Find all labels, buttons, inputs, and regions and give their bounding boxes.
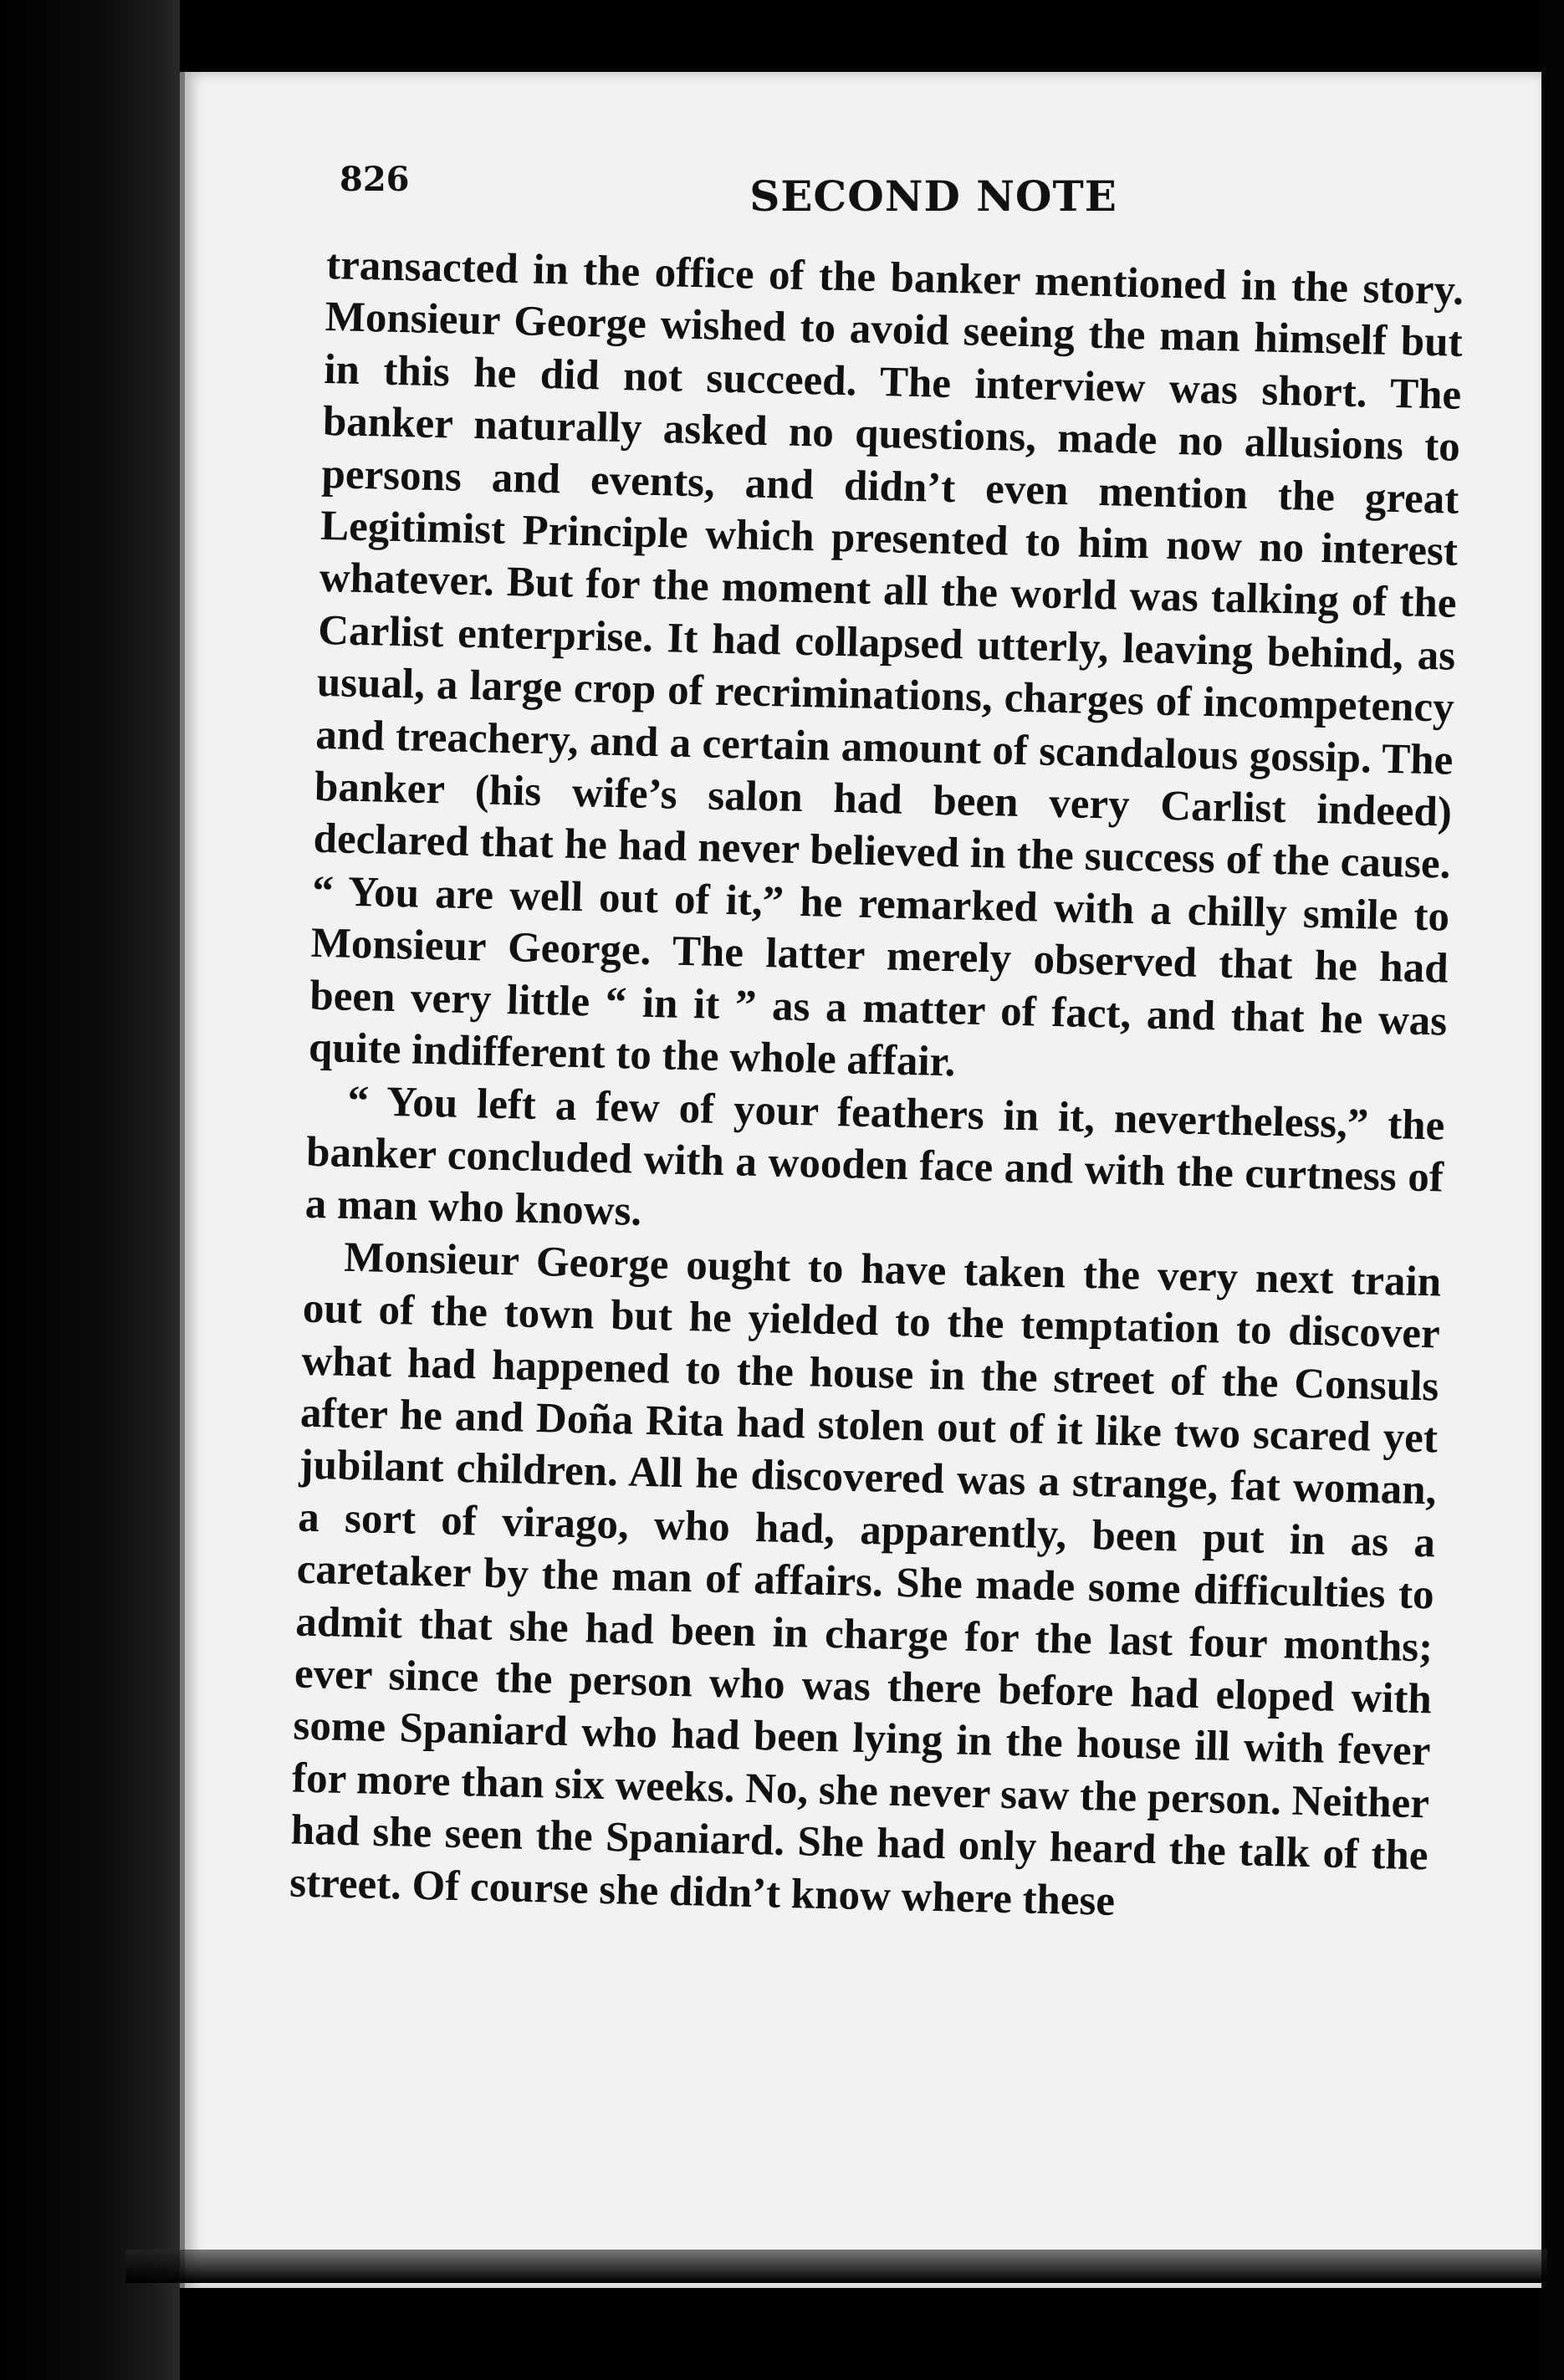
paragraph-continued: transacted in the office of the banker mentioned in the story. Monsieur George wished to avoid seeing the man himself but in this he did not succeed. The interview was short. The banker naturally asked no questions, made no allusions to persons and events, and didn’t even mention the great Legitimist Principle which presented to him now no interest whatever. But for the moment all the world was talking of the Carlist enterprise. It had collapsed utterly, leaving behind, as usual, a large crop of recriminations, charges of incompetency and treachery, and a certain amount of scandalous gossip. The banker (his wife’s salon had been very Carlist indeed) declared that he had never believed in the success of the cause. “ You are well out of it,” he remarked with a chilly smile to Monsieur George. The latter merely observed that he had been very little “ in it ” as a matter of fact, and that he was quite indifferent to the whole affair. <box>308 241 1464 1086</box>
page-bottom-edge <box>125 2250 1547 2283</box>
scan-border-right <box>1539 0 1564 2380</box>
paragraph-monsieur-george: Monsieur George ought to have taken the very next train out of the town but he yielded to the temptation to discover what had happened to the house in the street of the Consuls after he and Doña Rita had stolen out of it like two scared yet jubilant children. All he discovered was a strange, fat woman, a sort of virago, who had, apparently, been put in as a caretaker by the man of affairs. She made some difficulties to admit that she had been in charge for the last four months; ever since the person who was there before had eloped with some Spaniard who had been lying in the house ill with fever for more than six weeks. No, she never saw the person. Neither had she seen the Spaniard. She had only heard the talk of the street. Of course she didn’t know where these <box>289 1233 1442 1925</box>
running-title: SECOND NOTE <box>749 171 1117 221</box>
book-page <box>180 72 1541 2288</box>
paragraph-banker-quote: “ You left a few of your feathers in it, nevertheless,” the banker concluded with a wooden face and with the curtness of a man who knows. <box>304 1077 1445 1236</box>
running-head <box>340 160 1527 227</box>
page-number: 826 <box>340 160 410 199</box>
scan-border-left <box>0 0 180 2380</box>
body-text <box>289 239 1464 1934</box>
